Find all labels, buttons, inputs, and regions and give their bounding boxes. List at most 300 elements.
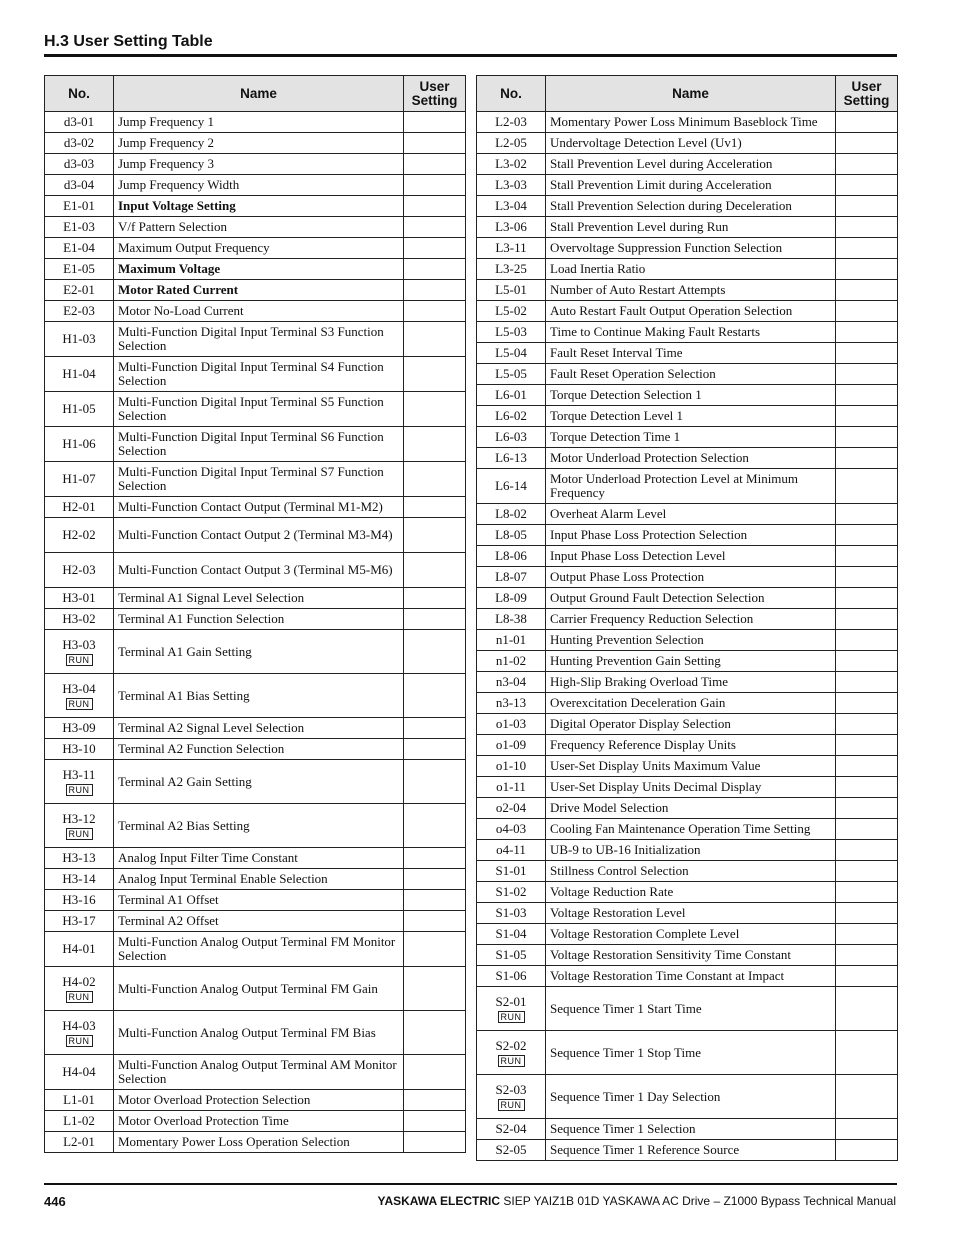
parameter-number-cell [45,322,114,357]
user-setting-cell[interactable] [836,966,898,987]
parameter-name: V/f Pattern Selection [114,217,404,238]
parameter-name: Fault Reset Interval Time [546,343,836,364]
table-row [45,280,466,301]
parameter-number: L8-38 [495,611,527,626]
parameter-name: Motor Overload Protection Selection [114,1090,404,1111]
parameter-number-cell [477,693,546,714]
parameter-number-cell [477,406,546,427]
parameter-name: Motor No-Load Current [114,301,404,322]
parameter-number: S2-02 [495,1037,527,1053]
parameter-number-cell [45,609,114,630]
parameter-number-cell [45,301,114,322]
parameter-name: Stall Prevention Selection during Deceleration [546,196,836,217]
table-row [477,364,898,385]
user-setting-cell[interactable] [404,357,466,392]
user-setting-cell[interactable] [836,693,898,714]
parameter-number-cell [477,882,546,903]
parameter-name: Fault Reset Operation Selection [546,364,836,385]
parameter-name: Overexcitation Deceleration Gain [546,693,836,714]
user-setting-cell[interactable] [404,392,466,427]
table-row [45,133,466,154]
user-setting-cell[interactable] [404,869,466,890]
parameter-number-cell [45,112,114,133]
parameter-number-cell [45,1055,114,1090]
user-setting-cell[interactable] [836,112,898,133]
user-setting-cell[interactable] [404,609,466,630]
table-row [45,301,466,322]
parameter-name: Drive Model Selection [546,798,836,819]
parameter-number: S2-05 [495,1142,527,1157]
table-row [45,1055,466,1090]
parameter-number: S2-03 [495,1081,527,1097]
user-setting-cell[interactable] [836,343,898,364]
user-setting-cell[interactable] [836,1119,898,1140]
table-row [45,804,466,848]
user-setting-cell[interactable] [836,861,898,882]
parameter-number: H1-05 [62,401,96,416]
table-row [477,819,898,840]
table-row [45,322,466,357]
parameter-name: Multi-Function Analog Output Terminal FM Bias [114,1011,404,1055]
parameter-number-cell [45,932,114,967]
table-row [477,987,898,1031]
parameter-name: Voltage Restoration Level [546,903,836,924]
parameter-number-cell [477,112,546,133]
parameter-number-cell [477,504,546,525]
parameter-number: L5-05 [495,366,527,381]
parameter-number-cell [477,448,546,469]
table-header-row [477,76,898,112]
parameter-number-cell [477,672,546,693]
parameter-number: L6-13 [495,450,527,465]
table-row [45,890,466,911]
user-setting-cell[interactable] [836,504,898,525]
parameter-number-cell [477,175,546,196]
parameter-number: H3-14 [62,871,96,886]
parameter-number: L8-02 [495,506,527,521]
parameter-number: L5-02 [495,303,527,318]
parameter-name: Terminal A1 Signal Level Selection [114,588,404,609]
parameter-name: Jump Frequency 3 [114,154,404,175]
parameter-number-cell [477,154,546,175]
run-badge: RUN [498,1011,525,1023]
parameter-name: High-Slip Braking Overload Time [546,672,836,693]
user-setting-cell[interactable] [404,462,466,497]
user-setting-cell[interactable] [836,448,898,469]
table-row [477,966,898,987]
parameter-number-cell [477,840,546,861]
user-setting-cell[interactable] [836,280,898,301]
parameter-number-cell [45,1011,114,1055]
parameter-number-cell [477,546,546,567]
run-badge: RUN [66,784,93,796]
header-no: No. [45,76,114,112]
user-setting-cell[interactable] [836,735,898,756]
user-setting-table-left [44,75,466,1153]
user-setting-cell[interactable] [404,518,466,553]
parameter-number-cell [45,1111,114,1132]
user-setting-cell[interactable] [836,1075,898,1119]
user-setting-cell[interactable] [836,406,898,427]
parameter-number: L6-01 [495,387,527,402]
parameter-number: L8-07 [495,569,527,584]
parameter-number: H3-01 [62,590,96,605]
parameter-number-cell [477,735,546,756]
table-row [45,609,466,630]
parameter-number-cell [45,518,114,553]
parameter-number: o1-11 [496,779,526,794]
user-setting-table-right [476,75,898,1161]
parameter-name: Multi-Function Digital Input Terminal S4 Function Selection [114,357,404,392]
user-setting-cell[interactable] [836,525,898,546]
table-row [477,924,898,945]
parameter-number: H2-02 [62,527,96,542]
user-setting-cell[interactable] [836,651,898,672]
parameter-number: S1-03 [495,905,527,920]
parameter-number-cell [45,357,114,392]
user-setting-cell[interactable] [836,1031,898,1075]
user-setting-cell[interactable] [836,469,898,504]
parameter-name: Maximum Output Frequency [114,238,404,259]
parameter-number-cell [45,869,114,890]
table-row [477,1031,898,1075]
user-setting-cell[interactable] [836,322,898,343]
user-setting-cell[interactable] [836,427,898,448]
table-row [45,630,466,674]
user-setting-cell[interactable] [404,553,466,588]
user-setting-cell[interactable] [404,967,466,1011]
user-setting-cell[interactable] [404,133,466,154]
parameter-number-cell [45,739,114,760]
parameter-name: Output Ground Fault Detection Selection [546,588,836,609]
parameter-number: L2-01 [63,1134,95,1149]
parameter-number-cell [477,364,546,385]
parameter-number-cell [477,427,546,448]
table-row [45,674,466,718]
table-row [477,714,898,735]
parameter-number: H3-02 [62,611,96,626]
parameter-number: H4-01 [62,941,96,956]
parameter-name: Terminal A1 Offset [114,890,404,911]
parameter-name: Torque Detection Selection 1 [546,385,836,406]
user-setting-cell[interactable] [404,280,466,301]
user-setting-cell[interactable] [836,924,898,945]
user-setting-cell[interactable] [836,987,898,1031]
run-badge: RUN [66,654,93,666]
user-setting-cell[interactable] [404,154,466,175]
table-row [45,967,466,1011]
parameter-name: Hunting Prevention Selection [546,630,836,651]
parameter-number-cell [45,238,114,259]
user-setting-cell[interactable] [836,217,898,238]
user-setting-cell[interactable] [404,322,466,357]
parameter-number: n3-13 [495,695,527,710]
table-row [45,1011,466,1055]
table-row [45,518,466,553]
parameter-number: L2-05 [495,135,527,150]
user-setting-cell[interactable] [836,301,898,322]
parameter-name: Terminal A1 Gain Setting [114,630,404,674]
table-row [45,718,466,739]
user-setting-cell[interactable] [404,427,466,462]
parameter-name: Multi-Function Analog Output Terminal AM Monitor Selection [114,1055,404,1090]
user-setting-cell[interactable] [836,945,898,966]
run-badge: RUN [66,1035,93,1047]
parameter-number-cell [477,280,546,301]
parameter-number-cell [45,911,114,932]
user-setting-cell[interactable] [836,819,898,840]
parameter-number-cell [45,630,114,674]
parameter-number: o1-09 [495,737,527,752]
footer-manual-title: SIEP YAIZ1B 01D YASKAWA AC Drive – Z1000 Bypass Technical Manual [500,1194,896,1208]
parameter-number: L1-01 [63,1092,95,1107]
parameter-name: Multi-Function Contact Output (Terminal M1-M2) [114,497,404,518]
parameter-number: n1-02 [495,653,527,668]
parameter-number: L3-06 [495,219,527,234]
table-row [45,112,466,133]
parameter-number-cell [477,343,546,364]
parameter-number-cell [477,777,546,798]
parameter-number: H2-03 [62,562,96,577]
parameter-number-cell [45,760,114,804]
user-setting-cell[interactable] [404,175,466,196]
parameter-name: Multi-Function Digital Input Terminal S7 Function Selection [114,462,404,497]
parameter-number-cell [477,567,546,588]
parameter-number: L5-01 [495,282,527,297]
parameter-name: Stall Prevention Level during Run [546,217,836,238]
user-setting-cell[interactable] [836,672,898,693]
table-row [477,448,898,469]
table-row [477,217,898,238]
user-setting-cell[interactable] [404,301,466,322]
table-row [45,357,466,392]
parameter-number: o4-03 [495,821,527,836]
parameter-name: Terminal A2 Signal Level Selection [114,718,404,739]
parameter-number-cell [477,238,546,259]
user-setting-cell[interactable] [404,112,466,133]
parameter-number: E1-05 [63,261,95,276]
user-setting-cell[interactable] [404,588,466,609]
parameter-number-cell [477,133,546,154]
user-setting-cell[interactable] [836,238,898,259]
user-setting-cell[interactable] [404,1055,466,1090]
parameter-number-cell [45,804,114,848]
user-setting-cell[interactable] [404,238,466,259]
parameter-number-cell [477,861,546,882]
parameter-number: o1-10 [495,758,527,773]
parameter-number: o4-11 [496,842,526,857]
parameter-name: Sequence Timer 1 Day Selection [546,1075,836,1119]
table-row [477,154,898,175]
user-setting-cell[interactable] [836,133,898,154]
parameter-number: H1-04 [62,366,96,381]
user-setting-cell[interactable] [404,497,466,518]
table-row [45,932,466,967]
user-setting-cell[interactable] [404,718,466,739]
title-rule [44,54,897,57]
table-row [477,385,898,406]
parameter-name: Terminal A1 Function Selection [114,609,404,630]
parameter-number: S1-06 [495,968,527,983]
user-setting-cell[interactable] [836,840,898,861]
user-setting-cell[interactable] [404,259,466,280]
parameter-name: Voltage Restoration Time Constant at Impact [546,966,836,987]
parameter-number-cell [477,588,546,609]
table-row [477,630,898,651]
page-number: 446 [44,1194,66,1209]
parameter-number-cell [45,427,114,462]
parameter-number-cell [45,154,114,175]
user-setting-cell[interactable] [836,903,898,924]
parameter-number-cell [477,1140,546,1161]
parameter-number-cell [45,890,114,911]
table-row [477,343,898,364]
parameter-name: Motor Underload Protection Level at Minimum Frequency [546,469,836,504]
parameter-number-cell [477,903,546,924]
user-setting-cell[interactable] [836,609,898,630]
parameter-number: H1-03 [62,331,96,346]
parameter-number: H3-10 [62,741,96,756]
footer-rule [44,1183,897,1185]
user-setting-cell[interactable] [836,798,898,819]
parameter-number-cell [477,301,546,322]
user-setting-cell[interactable] [836,1140,898,1161]
parameter-number: H2-01 [62,499,96,514]
user-setting-cell[interactable] [836,777,898,798]
table-row [477,609,898,630]
table-row [45,1111,466,1132]
user-setting-cell[interactable] [836,714,898,735]
table-row [477,322,898,343]
parameter-number-cell [477,630,546,651]
table-row [45,427,466,462]
parameter-number: E1-04 [63,240,95,255]
user-setting-cell[interactable] [836,385,898,406]
parameter-number-cell [45,196,114,217]
parameter-number-cell [477,217,546,238]
parameter-number-cell [477,609,546,630]
parameter-number: H3-12 [62,810,96,826]
parameter-name: Cooling Fan Maintenance Operation Time Setting [546,819,836,840]
user-setting-cell[interactable] [836,630,898,651]
table-row [477,1119,898,1140]
parameter-name: Sequence Timer 1 Selection [546,1119,836,1140]
user-setting-cell[interactable] [836,154,898,175]
table-row [477,840,898,861]
user-setting-cell[interactable] [836,588,898,609]
user-setting-cell[interactable] [404,848,466,869]
header-user-setting: User Setting [836,76,898,112]
table-row [477,1075,898,1119]
parameter-number-cell [477,966,546,987]
user-setting-cell[interactable] [404,1132,466,1153]
table-body-right [477,112,898,1161]
user-setting-cell[interactable] [404,674,466,718]
user-setting-cell[interactable] [836,259,898,280]
parameter-name: Terminal A2 Offset [114,911,404,932]
table-row [45,588,466,609]
user-setting-cell[interactable] [836,364,898,385]
table-row [45,553,466,588]
parameter-number-cell [45,967,114,1011]
table-row [45,175,466,196]
user-setting-cell[interactable] [404,1011,466,1055]
user-setting-cell[interactable] [404,1090,466,1111]
parameter-number: L3-02 [495,156,527,171]
parameter-number: L1-02 [63,1113,95,1128]
user-setting-cell[interactable] [404,804,466,848]
parameter-name: Frequency Reference Display Units [546,735,836,756]
user-setting-cell[interactable] [836,882,898,903]
user-setting-cell[interactable] [404,739,466,760]
table-row [477,504,898,525]
run-badge: RUN [66,828,93,840]
parameter-number-cell [477,945,546,966]
parameter-name: Stillness Control Selection [546,861,836,882]
parameter-name: Overvoltage Suppression Function Selection [546,238,836,259]
parameter-name: Terminal A2 Function Selection [114,739,404,760]
parameter-number-cell [477,385,546,406]
parameter-number: S1-02 [495,884,527,899]
user-setting-cell[interactable] [404,911,466,932]
parameter-number-cell [45,588,114,609]
parameter-number: H1-06 [62,436,96,451]
parameter-name: Multi-Function Analog Output Terminal FM Gain [114,967,404,1011]
parameter-name: Digital Operator Display Selection [546,714,836,735]
table-row [477,798,898,819]
parameter-name: Analog Input Terminal Enable Selection [114,869,404,890]
parameter-number: H4-04 [62,1064,96,1079]
parameter-number-cell [477,924,546,945]
user-setting-cell[interactable] [404,760,466,804]
user-setting-cell[interactable] [404,890,466,911]
parameter-name: Input Phase Loss Protection Selection [546,525,836,546]
parameter-number-cell [45,674,114,718]
parameter-number: d3-04 [63,177,95,192]
user-setting-cell[interactable] [836,175,898,196]
table-row [477,672,898,693]
table-row [477,259,898,280]
parameter-number: L3-25 [495,261,527,276]
user-setting-cell[interactable] [404,217,466,238]
table-row [45,154,466,175]
parameter-number: d3-01 [63,114,95,129]
parameter-name: Multi-Function Contact Output 2 (Terminal M3-M4) [114,518,404,553]
table-row [45,196,466,217]
parameter-number-cell [477,651,546,672]
user-setting-cell[interactable] [836,756,898,777]
parameter-number-cell [45,462,114,497]
table-row [477,1140,898,1161]
parameter-number-cell [45,133,114,154]
parameter-name: User-Set Display Units Decimal Display [546,777,836,798]
user-setting-cell[interactable] [404,932,466,967]
parameter-number: E1-01 [63,198,95,213]
user-setting-cell[interactable] [836,567,898,588]
table-row [477,469,898,504]
parameter-number: S2-04 [495,1121,527,1136]
user-setting-cell[interactable] [404,196,466,217]
parameter-number: H3-16 [62,892,96,907]
user-setting-cell[interactable] [836,196,898,217]
parameter-name: Multi-Function Digital Input Terminal S5 Function Selection [114,392,404,427]
user-setting-cell[interactable] [836,546,898,567]
user-setting-cell[interactable] [404,1111,466,1132]
parameter-number: H1-07 [62,471,96,486]
parameter-number-cell [477,196,546,217]
user-setting-cell[interactable] [404,630,466,674]
parameter-number: L8-05 [495,527,527,542]
